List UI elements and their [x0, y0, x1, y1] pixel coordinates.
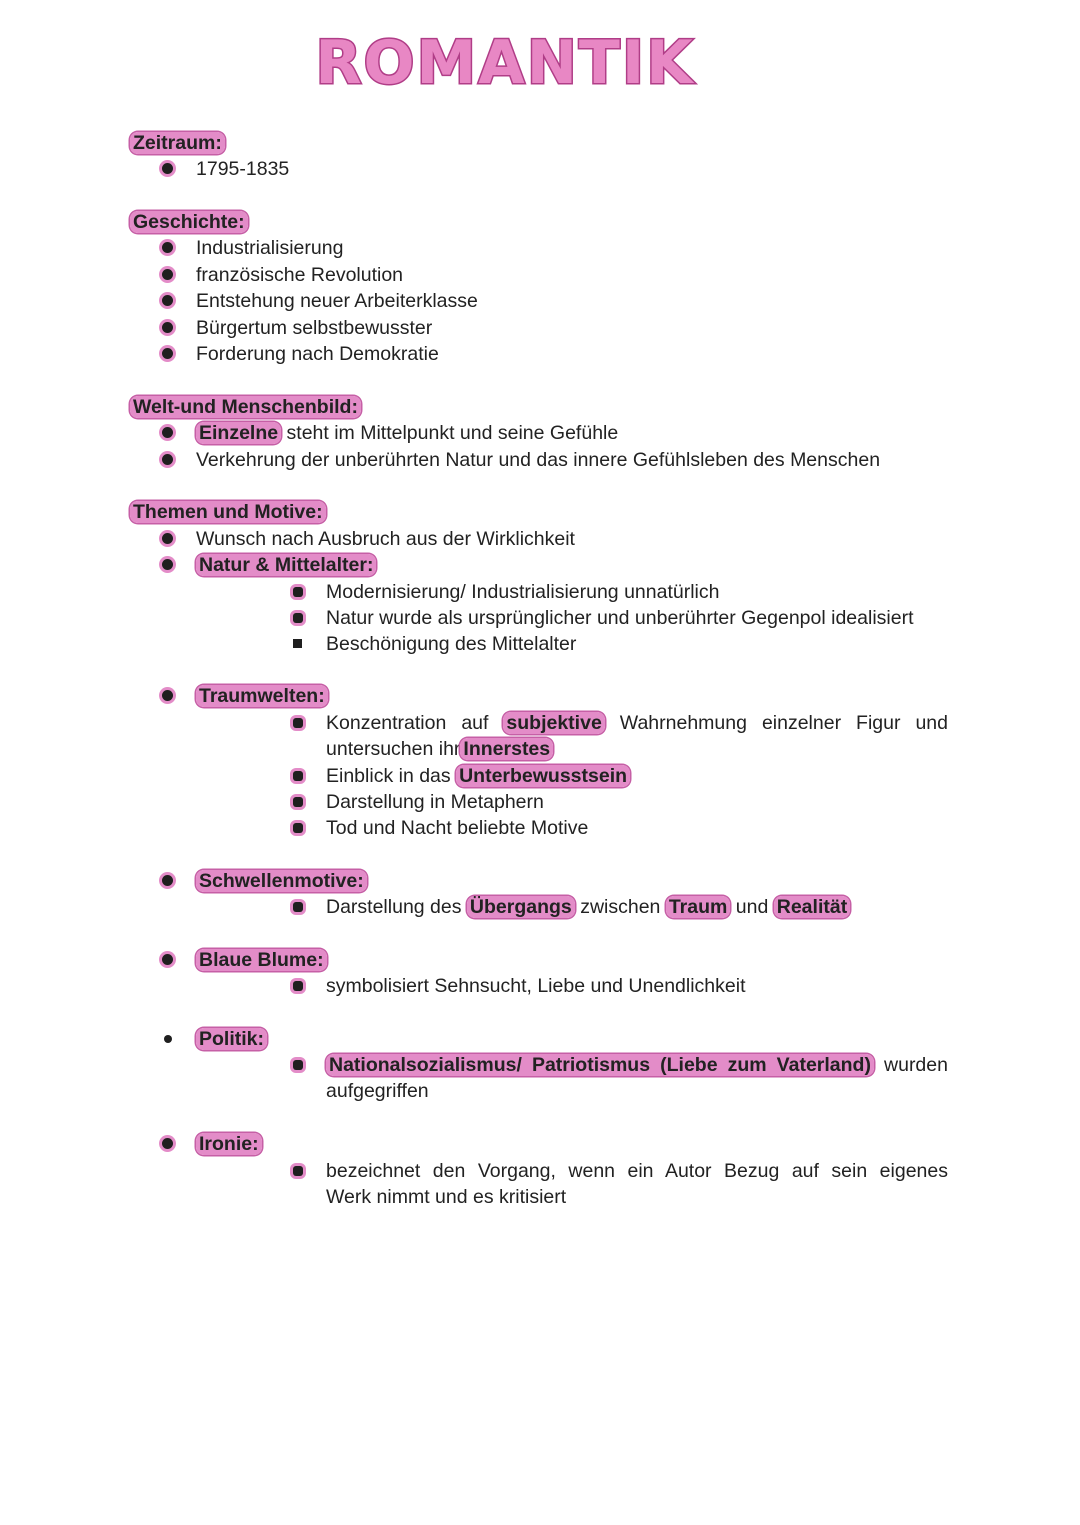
bullet-icon — [162, 1138, 173, 1149]
bullet-icon — [162, 533, 173, 544]
square-bullet-icon — [293, 981, 303, 991]
bullet-icon — [162, 242, 173, 253]
bullet-icon — [162, 295, 173, 306]
square-bullet-icon — [293, 1166, 303, 1176]
bullet-icon — [162, 163, 173, 174]
square-bullet-icon — [293, 639, 302, 648]
square-bullet-icon — [293, 771, 303, 781]
heading-zeitraum: Zeitraum: — [130, 130, 1080, 156]
bullet-icon — [162, 348, 173, 359]
bullet-icon — [162, 322, 173, 333]
bullet-icon — [164, 1035, 172, 1043]
bullet-icon — [162, 875, 173, 886]
square-bullet-icon — [293, 823, 303, 833]
square-bullet-icon — [293, 797, 303, 807]
bullet-icon — [162, 427, 173, 438]
square-bullet-icon — [293, 613, 303, 623]
square-bullet-icon — [293, 718, 303, 728]
heading-weltbild: Welt-und Menschenbild: — [130, 394, 1080, 420]
page-title: ROMANTIK — [315, 28, 695, 98]
bullet-icon — [162, 454, 173, 465]
square-bullet-icon — [293, 902, 303, 912]
heading-themen: Themen und Motive: — [130, 499, 1080, 525]
bullet-icon — [162, 954, 173, 965]
heading-geschichte: Geschichte: — [130, 209, 1080, 235]
bullet-icon — [162, 690, 173, 701]
square-bullet-icon — [293, 1060, 303, 1070]
bullet-icon — [162, 269, 173, 280]
bullet-icon — [162, 559, 173, 570]
square-bullet-icon — [293, 587, 303, 597]
